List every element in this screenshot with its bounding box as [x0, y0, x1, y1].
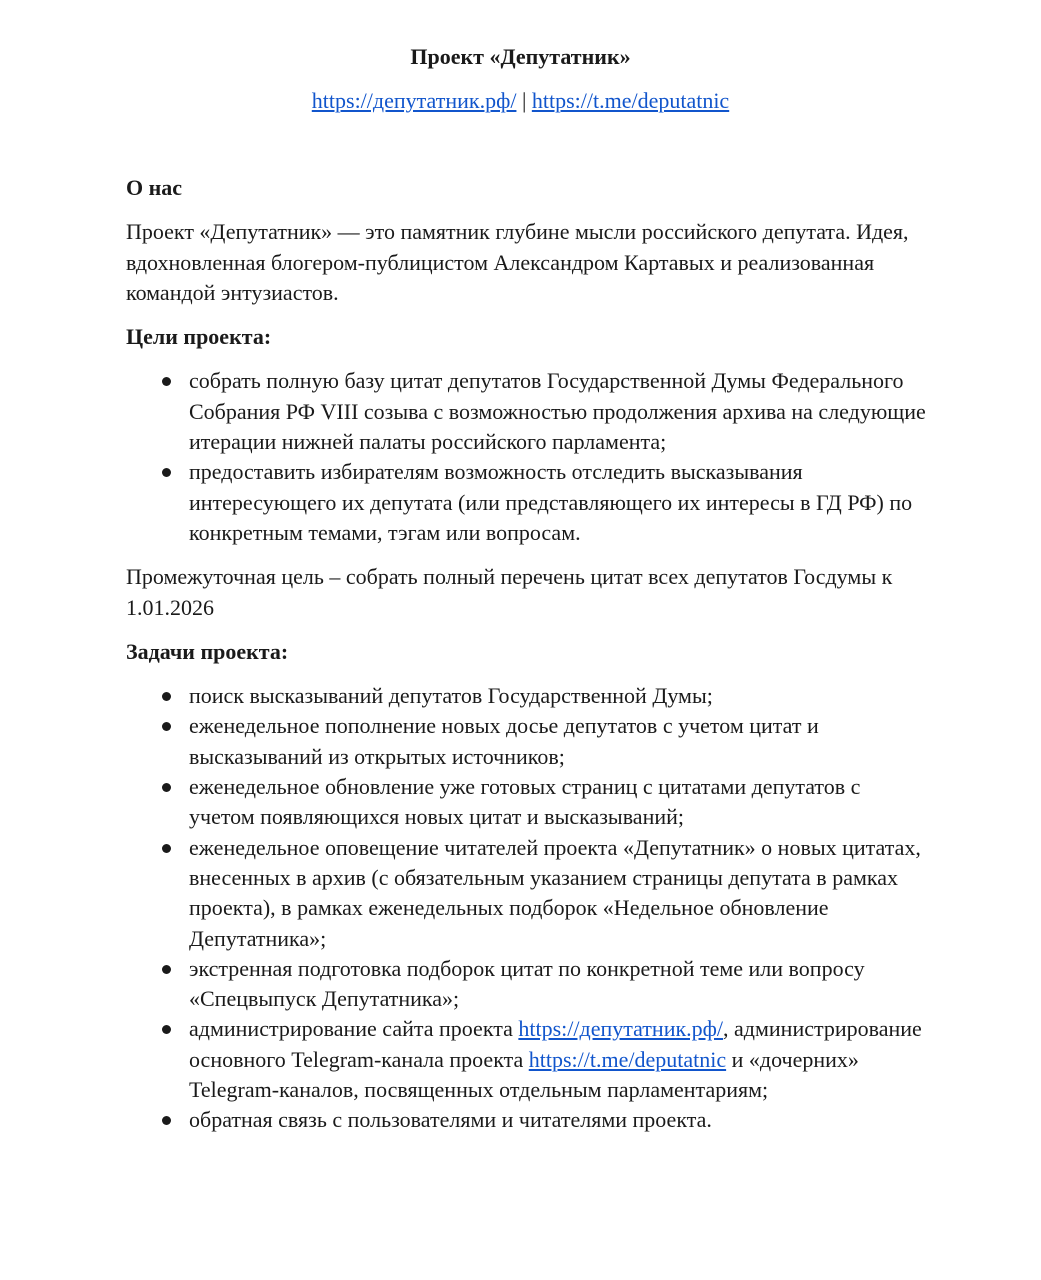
list-item: обратная связь с пользователями и читателями проекта. — [126, 1105, 926, 1135]
list-item: экстренная подготовка подборок цитат по конкретной теме или вопросу «Спецвыпуск Депутатника»; — [126, 954, 926, 1015]
tasks-heading: Задачи проекта: — [126, 638, 289, 664]
about-text: Проект «Депутатник» — это памятник глубине мысли российского депутата. Идея, вдохновленная блогером-публицистом Александром Картавых и реализованная командой энтузиастов. — [126, 219, 909, 305]
bullet-icon — [162, 468, 171, 477]
list-item: поиск высказываний депутатов Государственной Думы; — [126, 681, 926, 711]
bullet-icon — [162, 783, 171, 792]
tasks-list — [126, 681, 926, 1135]
telegram-link[interactable]: https://t.me/deputatnic — [531, 88, 730, 113]
list-item: администрирование сайта проекта https://депутатник.рф/, администрирование основного Telegram-канала проекта https://t.me/deputatnic и «дочерних» Telegram-каналов, посвященных отдельным парламентариям; — [126, 1014, 926, 1105]
list-item: еженедельное пополнение новых досье депутатов с учетом цитат и высказываний из открытых источников; — [126, 711, 926, 772]
intermediate-goal: Промежуточная цель – собрать полный перечень цитат всех депутатов Госдумы к 1.01.2026 — [126, 564, 893, 620]
bullet-icon — [162, 1116, 171, 1125]
bullet-icon — [162, 692, 171, 701]
bullet-icon — [162, 377, 171, 386]
list-item: собрать полную базу цитат депутатов Государственной Думы Федерального Собрания РФ VIII созыва с возможностью продолжения архива на следующие итерации нижней палаты российского парламента; — [126, 366, 926, 457]
document-body — [126, 173, 926, 1136]
link-separator: | — [516, 88, 532, 113]
bullet-icon — [162, 844, 171, 853]
header-links — [0, 86, 1041, 116]
bullet-icon — [162, 1025, 171, 1034]
website-link[interactable]: https://депутатник.рф/ — [311, 88, 517, 113]
list-item: предоставить избирателям возможность отследить высказывания интересующего их депутата (или представляющего их интересы в ГД РФ) по конкретным темами, тэгам или вопросам. — [126, 457, 926, 548]
goals-heading: Цели проекта: — [126, 324, 272, 350]
list-item: еженедельное оповещение читателей проекта «Депутатник» о новых цитатах, внесенных в архив (с обязательным указанием страницы депутата в рамках проекта), в рамках еженедельных подборок «Недельное обновление Депутатника»; — [126, 833, 926, 954]
bullet-icon — [162, 965, 171, 974]
telegram-link[interactable]: https://t.me/deputatnic — [528, 1046, 727, 1072]
about-heading: О нас — [126, 175, 183, 200]
website-link[interactable]: https://депутатник.рф/ — [518, 1016, 724, 1042]
bullet-icon — [162, 722, 171, 731]
goals-list — [126, 366, 926, 548]
document-title: Проект «Депутатник» — [410, 44, 631, 69]
list-item: еженедельное обновление уже готовых страниц с цитатами депутатов с учетом появляющихся новых цитат и высказываний; — [126, 772, 926, 833]
